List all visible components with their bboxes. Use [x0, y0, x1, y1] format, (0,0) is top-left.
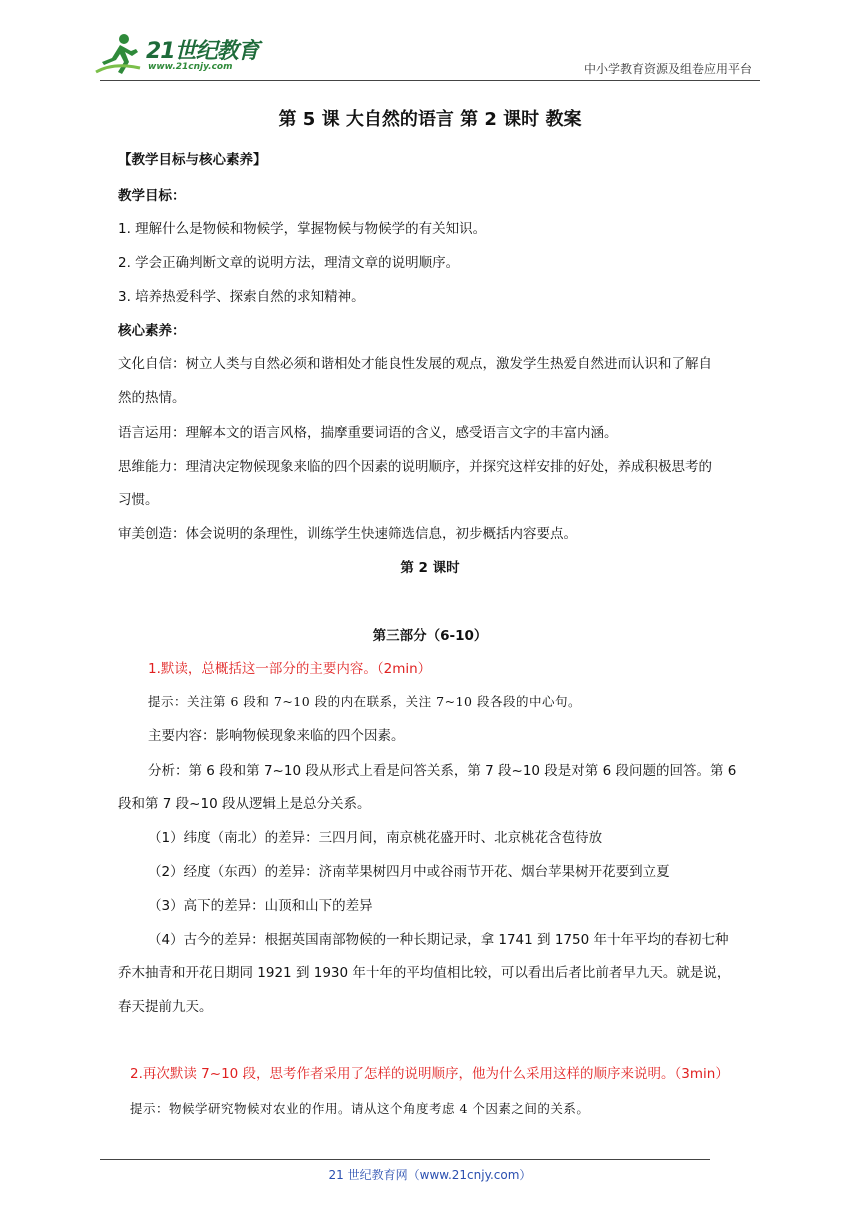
goal-item-1: 1. 理解什么是物候和物候学，掌握物候与物候学的有关知识。 — [118, 221, 487, 237]
analysis-line-1: 分析：第 6 段和第 7~10 段从形式上看是问答关系，第 7 段~10 段是对第 6 段问题的回答。第 6 — [148, 763, 737, 779]
factor-1: （1）纬度（南北）的差异：三四月间，南京桃花盛开时、北京桃花含苞待放 — [148, 830, 603, 846]
core-item-1-line-2: 然的热情。 — [118, 390, 186, 406]
goal-item-2: 2. 学会正确判断文章的说明方法，理清文章的说明顺序。 — [118, 255, 460, 271]
task-1: 1.默读，总概括这一部分的主要内容。（2min） — [148, 661, 432, 677]
platform-name: 中小学教育资源及组卷应用平台 — [583, 62, 752, 76]
hint-1: 提示：关注第 6 段和 7~10 段的内在联系，关注 7~10 段各段的中心句。 — [148, 694, 581, 709]
goal-item-3: 3. 培养热爱科学、探索自然的求知精神。 — [118, 289, 365, 305]
core-item-3-line-2: 习惯。 — [118, 492, 159, 508]
core-item-1-line-1: 文化自信：树立人类与自然必须和谐相处才能良性发展的观点，激发学生热爱自然进而认识和了解自 — [118, 356, 712, 372]
hint-2: 提示：物候学研究物候对农业的作用。请从这个角度考虑 4 个因素之间的关系。 — [130, 1101, 590, 1116]
factor-2: （2）经度（东西）的差异：济南苹果树四月中或谷雨节开花、烟台苹果树开花要到立夏 — [148, 864, 670, 880]
core-item-2: 语言运用：理解本文的语言风格，揣摩重要词语的含义，感受语言文字的丰富内涵。 — [118, 425, 618, 441]
section-heading-goals: 【教学目标与核心素养】 — [118, 152, 267, 168]
factor-4-line-2: 乔木抽青和开花日期同 1921 到 1930 年十年的平均值相比较，可以看出后者比前者早九天。就是说， — [118, 965, 731, 981]
factor-4-line-1: （4）古今的差异：根据英国南部物候的一种长期记录，拿 1741 到 1750 年十年平均的春初七种 — [148, 932, 729, 948]
header-divider — [100, 80, 760, 81]
analysis-line-2: 段和第 7 段~10 段从逻辑上是总分关系。 — [118, 796, 371, 812]
page-header — [0, 0, 860, 84]
lesson-heading: 第 2 课时 — [400, 560, 460, 576]
core-heading: 核心素养： — [118, 323, 186, 339]
footer-divider — [100, 1159, 710, 1160]
logo-brand-text: 21世纪教育 — [146, 39, 259, 64]
goals-heading: 教学目标： — [118, 188, 186, 204]
part-heading: 第三部分（6-10） — [372, 628, 488, 644]
page-footer[interactable]: 21 世纪教育网（www.21cnjy.com） — [328, 1168, 532, 1182]
site-logo[interactable] — [94, 32, 264, 78]
document-title: 第 5 课 大自然的语言 第 2 课时 教案 — [278, 109, 582, 130]
main-content: 主要内容：影响物候现象来临的四个因素。 — [148, 728, 405, 744]
runner-logo-icon — [94, 32, 144, 76]
core-item-3-line-1: 思维能力：理清决定物候现象来临的四个因素的说明顺序，并探究这样安排的好处，养成积极思考的 — [118, 459, 712, 475]
logo-url-text: www.21cnjy.com — [148, 62, 233, 72]
factor-3: （3）高下的差异：山顶和山下的差异 — [148, 898, 373, 914]
core-item-4: 审美创造：体会说明的条理性，训练学生快速筛选信息，初步概括内容要点。 — [118, 526, 577, 542]
task-2: 2.再次默读 7~10 段，思考作者采用了怎样的说明顺序，他为什么采用这样的顺序来说明。（3min） — [130, 1066, 729, 1082]
factor-4-line-3: 春天提前九天。 — [118, 999, 213, 1015]
